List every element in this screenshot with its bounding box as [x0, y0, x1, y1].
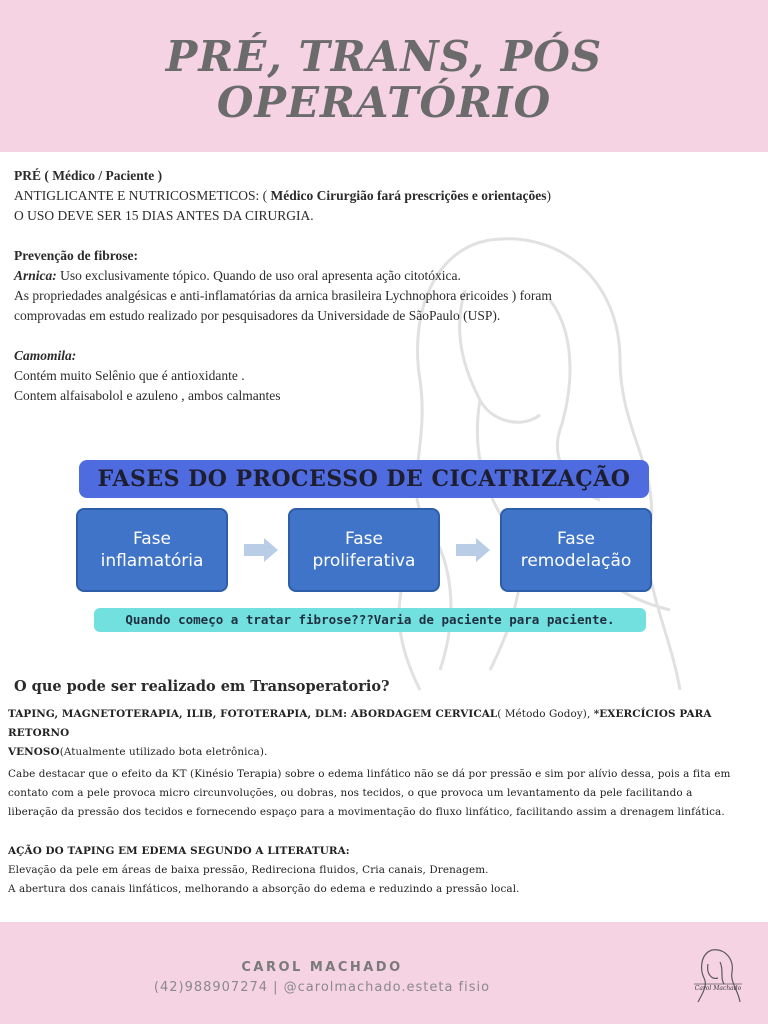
- taping-heading: AÇÃO DO TAPING EM EDEMA SEGUNDO A LITERATURA:: [8, 845, 350, 857]
- title-line-2: OPERATÓRIO: [216, 78, 552, 127]
- nutricosmeticos-text: ANTIGLICANTE E NUTRICOSMETICOS: (: [14, 188, 268, 203]
- phase-1-line-1: Fase: [133, 529, 171, 549]
- phase-1-line-2: inflamatória: [100, 551, 204, 571]
- phase-2-line-1: Fase: [345, 529, 383, 549]
- techniques-list: TAPING, MAGNETOTERAPIA, ILIB, FOTOTERAPIA, DLM: ABORDAGEM CERVICAL: [8, 708, 498, 720]
- footer-banner: [0, 922, 768, 1024]
- venoso-label: VENOSO: [8, 746, 60, 758]
- author-name: CAROL MACHADO: [241, 960, 403, 975]
- arnica-line-2: As propriedades analgésicas e anti-inflamatórias da arnica brasileira Lychnophora ericoides ) foram: [14, 288, 552, 303]
- spacer: [14, 326, 754, 346]
- camomila-label: Camomila:: [14, 348, 77, 363]
- phase-2-line-2: proliferativa: [312, 551, 416, 571]
- phase-3-line-1: Fase: [557, 529, 595, 549]
- title-line-1: PRÉ, TRANS, PÓS: [165, 32, 603, 81]
- camomila-line-2: Contem alfaisabolol e azuleno , ambos calmantes: [14, 388, 281, 403]
- kt-paragraph: [8, 765, 760, 822]
- arnica-label: Arnica:: [14, 268, 57, 283]
- page-title: [0, 34, 768, 126]
- arrow-right-icon: [456, 538, 490, 562]
- brand-logo-icon: [690, 944, 746, 1006]
- paren-close: ): [546, 188, 552, 203]
- phase-inflammatory-box: [76, 508, 228, 592]
- usage-line: O USO DEVE SER 15 DIAS ANTES DA CIRURGIA.: [14, 208, 314, 223]
- healing-phases-diagram: [76, 458, 652, 636]
- kt-line-3: liberação da pressão dos tecidos e fornecendo espaço para a movimentação do fluxo linfático, facilitando assim a drenagem linfática.: [8, 806, 725, 818]
- arnica-line: [14, 266, 754, 286]
- fibrose-heading: Prevenção de fibrose:: [14, 248, 138, 263]
- arnica-text: Uso exclusivamente tópico. Quando de uso oral apresenta ação citotóxica.: [56, 268, 461, 283]
- logo-text: Carol Machado: [694, 985, 742, 992]
- pre-heading: PRÉ ( Médico / Paciente ): [14, 168, 163, 183]
- nutricosmeticos-line: [14, 186, 754, 206]
- godoy-method: ( Método Godoy),: [497, 708, 594, 720]
- phase-3-line-2: remodelação: [520, 551, 632, 571]
- arrow-right-icon: [244, 538, 278, 562]
- taping-line-1: Elevação da pele em áreas de baixa pressão, Redireciona fluidos, Cria canais, Drenagem.: [8, 864, 489, 876]
- techniques-line-2: [8, 743, 760, 762]
- arnica-line-3: comprovadas em estudo realizado por pesquisadores da Universidade de SãoPaulo (USP).: [14, 308, 501, 323]
- phase-proliferative-box: [288, 508, 440, 592]
- techniques-line-1: [8, 705, 760, 743]
- kt-line-2: contato com a pele provoca micro circunvoluções, ou dobras, nos tecidos, o que provoca um levantamento da pele facilitando a: [8, 787, 693, 799]
- header-banner: [0, 0, 768, 152]
- pre-operative-section: [14, 166, 754, 406]
- author-contact: (42)988907274 | @carolmachado.esteta fisio: [153, 980, 491, 995]
- surgeon-note: Médico Cirurgião fará prescrições e orientações: [267, 188, 547, 203]
- exercises-label: *EXERCÍCIOS PARA RETORNO: [8, 708, 712, 739]
- taping-action-section: [8, 842, 760, 899]
- trans-heading: O que pode ser realizado em Transoperatorio?: [14, 678, 390, 695]
- phase-remodeling-box: [500, 508, 652, 592]
- diagram-title: FASES DO PROCESSO DE CICATRIZAÇÃO: [79, 460, 649, 498]
- spacer: [14, 226, 754, 246]
- taping-line-2: A abertura dos canais linfáticos, melhorando a absorção do edema e reduzindo a pressão local.: [8, 883, 520, 895]
- bota-note: (Atualmente utilizado bota eletrônica).: [59, 746, 268, 758]
- fibrose-note: Quando começo a tratar fibrose???Varia de paciente para paciente.: [94, 608, 646, 632]
- kt-line-1: Cabe destacar que o efeito da KT (Kinésio Terapia) sobre o edema linfático não se dá por pressão e sim por alívio dessa, pois a fita em: [8, 768, 731, 780]
- trans-techniques: [8, 705, 760, 762]
- camomila-line-1: Contém muito Selênio que é antioxidante .: [14, 368, 245, 383]
